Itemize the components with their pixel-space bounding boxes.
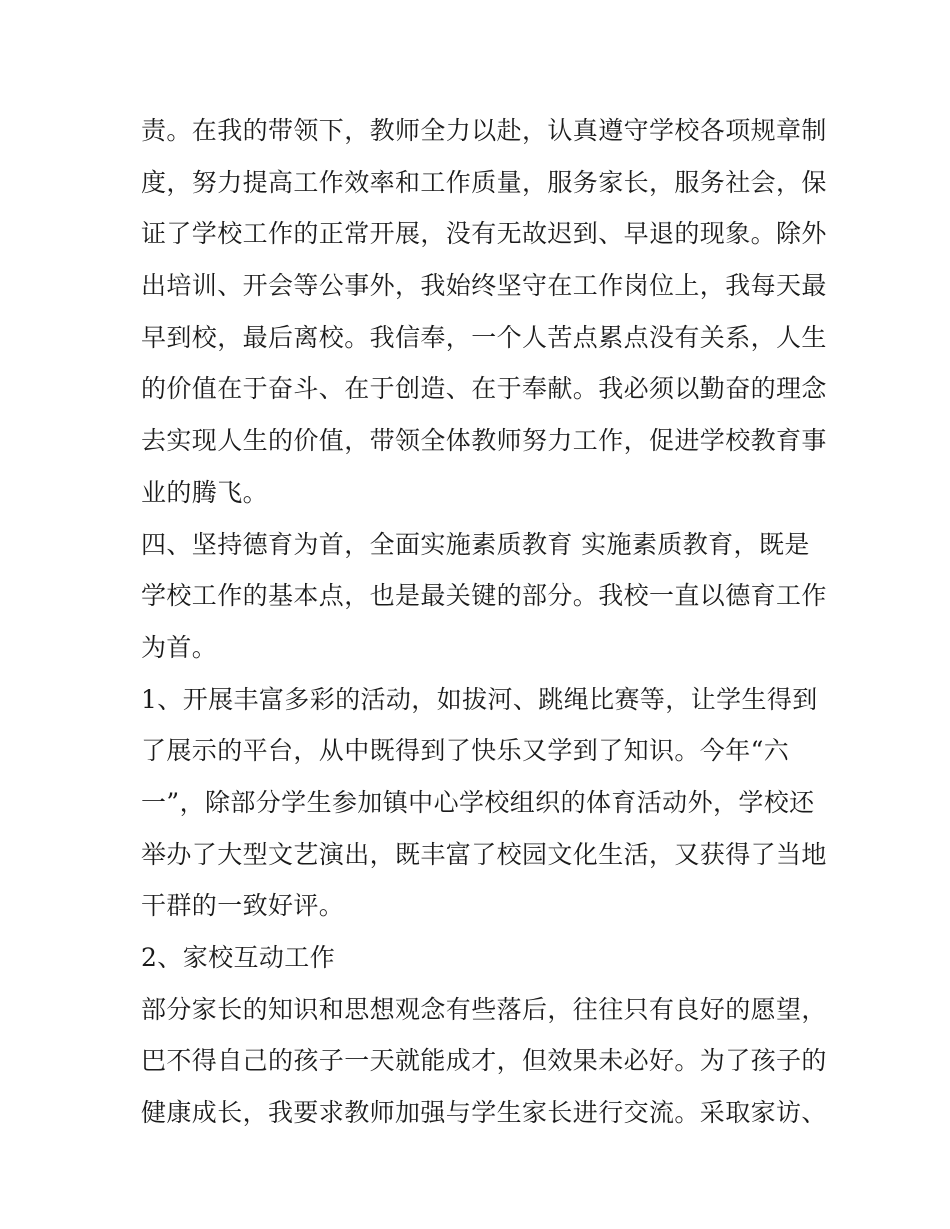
section-heading: 四、坚持德育为首，全面实施素质教育 实施素质教育，既是 [141,529,810,559]
list-item-2: 2、家校互动工作 [141,943,336,972]
text-line: 巴不得自己的孩子一天就能成才，但效果未必好。为了孩子的 [141,1046,827,1076]
text-line: 度，努力提高工作效率和工作质量，服务家长，服务社会，保 [141,167,827,197]
text-line: 去实现人生的价值，带领全体教师努力工作，促进学校教育事 [141,426,827,456]
text-line: 早到校，最后离校。我信奉，一个人苦点累点没有关系，人生 [141,322,827,352]
text-line: 责。在我的带领下，教师全力以赴，认真遵守学校各项规章制 [141,116,827,145]
text-line: 学校工作的基本点，也是最关键的部分。我校一直以德育工作 [141,581,827,611]
text-line: 业的腾飞。 [141,477,269,507]
document-body [141,105,827,1139]
text-line: 干群的一致好评。 [141,891,345,921]
text-line: 出培训、开会等公事外，我始终坚守在工作岗位上，我每天最 [141,271,827,301]
list-item-1: 1、开展丰富多彩的活动，如拔河、跳绳比赛等，让学生得到 [141,684,818,714]
text-line: 证了学校工作的正常开展，没有无故迟到、早退的现象。除外 [141,219,827,249]
text-line: 为首。 [141,632,218,662]
text-line: 的价值在于奋斗、在于创造、在于奉献。我必须以勤奋的理念 [141,374,827,404]
text-line: 健康成长，我要求教师加强与学生家长进行交流。采取家访、 [141,1098,827,1128]
text-line: 举办了大型文艺演出，既丰富了校园文化生活，又获得了当地 [141,839,827,869]
text-line: 部分家长的知识和思想观念有些落后，往往只有良好的愿望， [141,994,827,1024]
text-line: 了展示的平台，从中既得到了快乐又学到了知识。今年“六 [141,736,790,766]
text-line: 一”，除部分学生参加镇中心学校组织的体育活动外，学校还 [141,787,815,817]
